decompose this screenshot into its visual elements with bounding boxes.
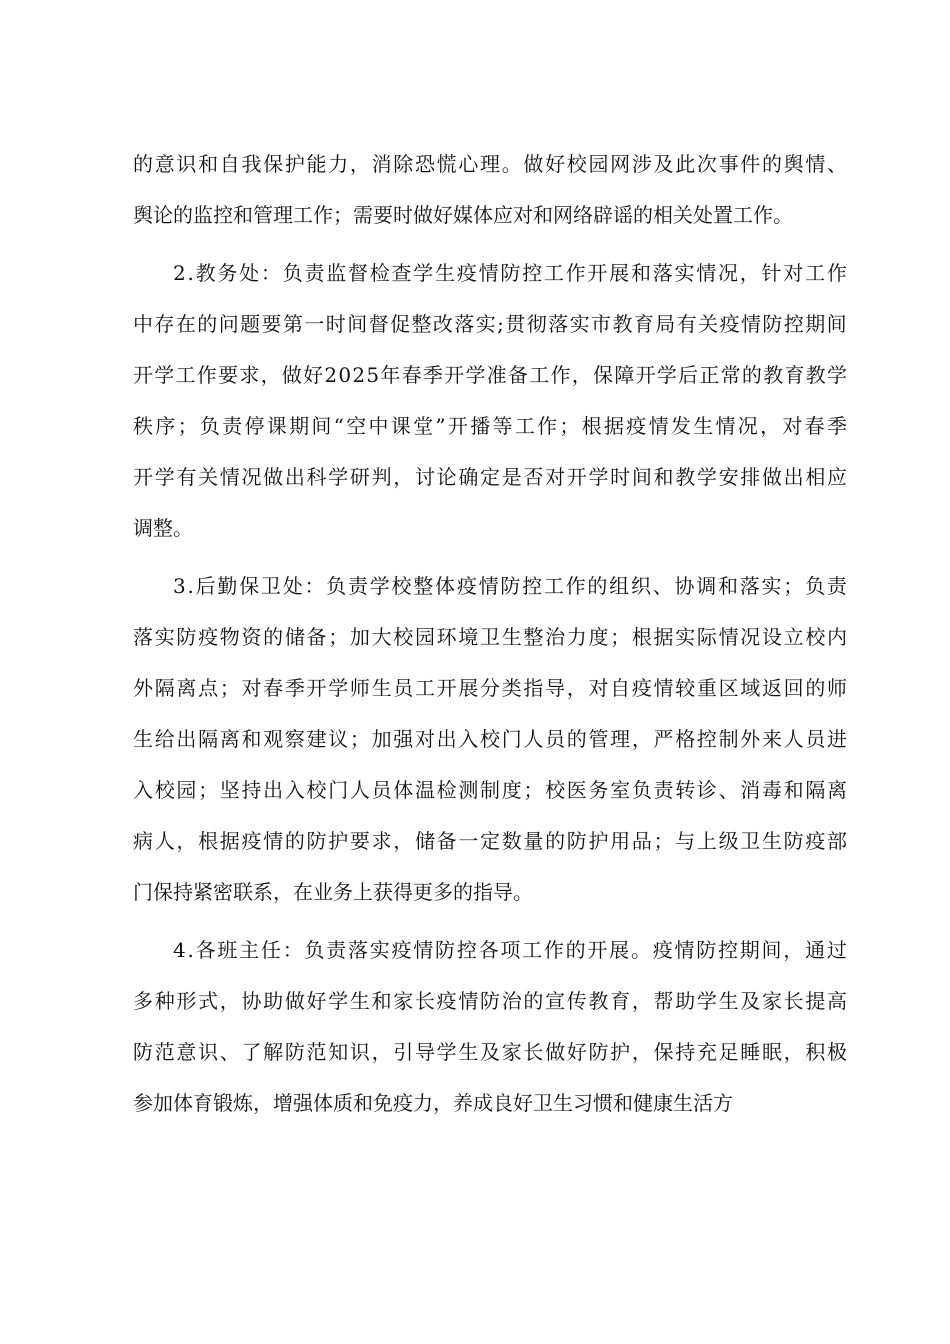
text-line: 外 隔 离 点 ； 对 春 季 开 学 师 生 员 工 开 展 分 类 指 导 ， 对 自 疫 情 较 重 区 域 返 回 的 师 <box>133 676 847 700</box>
paragraph <box>133 248 847 554</box>
text-line: 防 范 意 识 、 了 解 防 范 知 识 ， 引 导 学 生 及 家 长 做 好 防 护 ， 保 持 充 足 睡 眠 ， 积 极 <box>133 1040 847 1064</box>
text-line: 4 . 各 班 主 任 ： 负 责 落 实 疫 情 防 控 各 项 工 作 的 开 展 。 疫 情 防 控 期 间 ， 通 过 <box>173 938 847 962</box>
paragraph <box>133 561 847 918</box>
text-line: 调整。 <box>133 516 193 540</box>
text-line: 3 . 后 勤 保 卫 处 ： 负 责 学 校 整 体 疫 情 防 控 工 作 的 组 织 、 协 调 和 落 实 ； 负 责 <box>173 574 847 598</box>
body-text <box>133 139 847 1129</box>
text-line: 入 校 园 ； 坚 持 出 入 校 门 人 员 体 温 检 测 制 度 ； 校 医 务 室 负 责 转 诊 、 消 毒 和 隔 离 <box>133 778 847 802</box>
text-line: 的 意 识 和 自 我 保 护 能 力 ， 消 除 恐 慌 心 理 。 做 好 校 园 网 涉 及 此 次 事 件 的 舆 情 、 <box>133 152 847 176</box>
paragraph <box>133 925 847 1129</box>
text-line: 秩 序 ； 负 责 停 课 期 间 “ 空 中 课 堂 ” 开 播 等 工 作 ； 根 据 疫 情 发 生 情 况 ， 对 春 季 <box>133 414 847 438</box>
text-line: 多 种 形 式 ， 协 助 做 好 学 生 和 家 长 疫 情 防 治 的 宣 传 教 育 ， 帮 助 学 生 及 家 长 提 高 <box>133 989 847 1013</box>
text-line: 开 学 有 关 情 况 做 出 科 学 研 判 ， 讨 论 确 定 是 否 对 开 学 时 间 和 教 学 安 排 做 出 相 应 <box>133 465 847 489</box>
text-line: 生 给 出 隔 离 和 观 察 建 议 ； 加 强 对 出 入 校 门 人 员 的 管 理 ， 严 格 控 制 外 来 人 员 进 <box>133 727 847 751</box>
text-line: 中 存 在 的 问 题 要 第 一 时 间 督 促 整 改 落 实 ; 贯 彻 落 实 市 教 育 局 有 关 疫 情 防 控 期 间 <box>133 312 847 336</box>
text-line: 落 实 防 疫 物 资 的 储 备 ； 加 大 校 园 环 境 卫 生 整 治 力 度 ； 根 据 实 际 情 况 设 立 校 内 <box>133 625 847 649</box>
paragraph <box>133 139 847 241</box>
text-line: 舆论的监控和管理工作；需要时做好媒体应对和网络辟谣的相关处置工作。 <box>133 203 793 227</box>
text-line: 开 学 工 作 要 求 ， 做 好 2 0 2 5 年 春 季 开 学 准 备 工 作 ， 保 障 开 学 后 正 常 的 教 育 教 学 <box>133 363 847 387</box>
text-line: 参加体育锻炼，增强体质和免疫力，养成良好卫生习惯和健康生活方 <box>133 1091 733 1115</box>
text-line: 2 . 教 务 处 ： 负 责 监 督 检 查 学 生 疫 情 防 控 工 作 开 展 和 落 实 情 况 ， 针 对 工 作 <box>173 261 847 285</box>
text-line: 门保持紧密联系，在业务上获得更多的指导。 <box>133 880 533 904</box>
text-line: 病 人 ， 根 据 疫 情 的 防 护 要 求 ， 储 备 一 定 数 量 的 防 护 用 品 ； 与 上 级 卫 生 防 疫 部 <box>133 829 847 853</box>
